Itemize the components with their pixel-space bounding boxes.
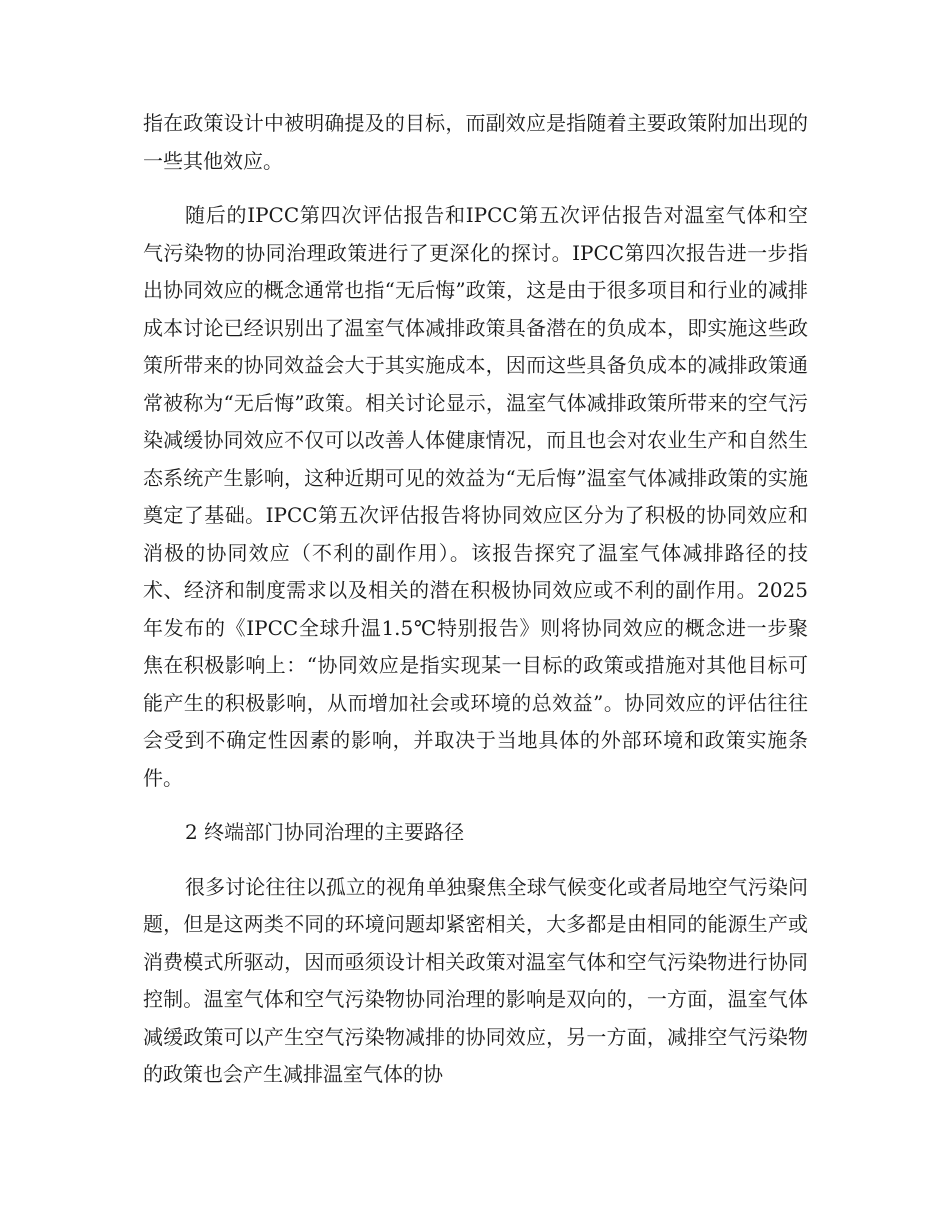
document-body [143, 105, 808, 1094]
paragraph-spacer [143, 180, 808, 197]
section-heading: 2 终端部门协同治理的主要路径 [185, 820, 465, 844]
paragraph-spacer [143, 852, 808, 869]
paragraph-spacer [143, 797, 808, 814]
paragraph-ipcc-reports: 随后的IPCC第四次评估报告和IPCC第五次评估报告对温室气体和空气污染物的协同治理政策进行了更深化的探讨。IPCC第四次报告进一步指出协同效应的概念通常也指“无后悔”政策，这是由于很多项目和行业的减排成本讨论已经识别出了温室气体减排政策具备潜在的负成本，即实施这些政策所带来的协同效益会大于其实施成本，因而这些具备负成本的减排政策通常被称为“无后悔”政策。相关讨论显示，温室气体减排政策所带来的空气污染减缓协同效应不仅可以改善人体健康情况，而且也会对农业生产和自然生态系统产生影响，这种近期可见的效益为“无后悔”温室气体减排政策的实施奠定了基础。IPCC第五次评估报告将协同效应区分为了积极的协同效应和消极的协同效应（不利的副作用）。该报告探究了温室气体减排路径的技术、经济和制度需求以及相关的潜在积极协同效应或不利的副作用。2025年发布的《IPCC全球升温1.5℃特别报告》则将协同效应的概念进一步聚焦在积极影响上：“协同效应是指实现某一目标的政策或措施对其他目标可能产生的积极影响，从而增加社会或环境的总效益”。协同效应的评估往往会受到不确定性因素的影响，并取决于当地具体的外部环境和政策实施条件。 [143, 203, 808, 790]
paragraph-continuation: 指在政策设计中被明确提及的目标，而副效应是指随着主要政策附加出现的一些其他效应。 [143, 111, 808, 173]
paragraph-end-sectors: 很多讨论往往以孤立的视角单独聚焦全球气候变化或者局地空气污染问题，但是这两类不同的环境问题却紧密相关，大多都是由相同的能源生产或消费模式所驱动，因而亟须设计相关政策对温室气体和空气污染物进行协同控制。温室气体和空气污染物协同治理的影响是双向的，一方面，温室气体减缓政策可以产生空气污染物减排的协同效应，另一方面，减排空气污染物的政策也会产生减排温室气体的协 [143, 874, 808, 1086]
